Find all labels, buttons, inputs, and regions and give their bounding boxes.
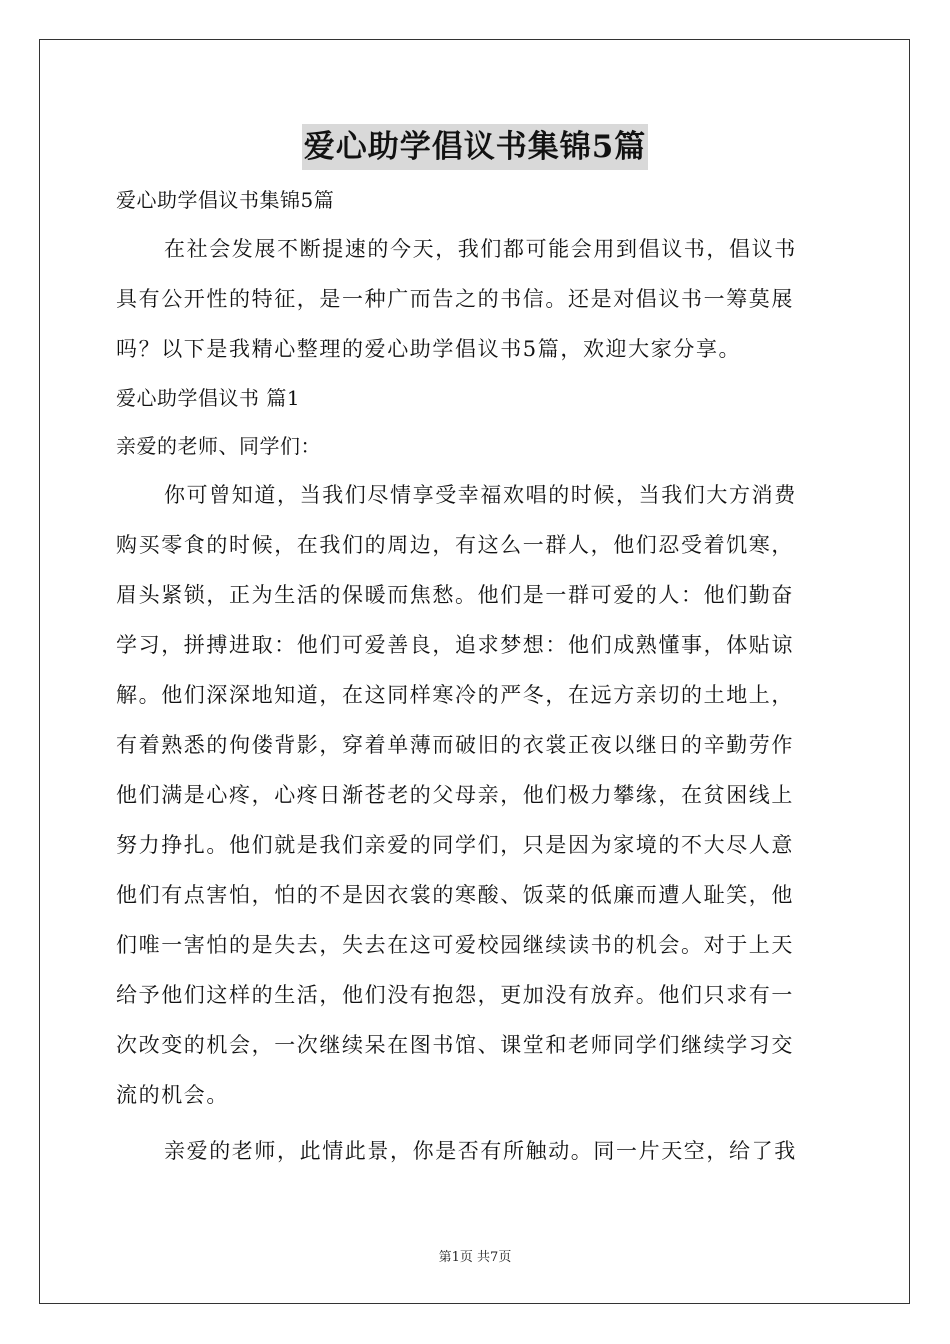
- paragraph-line: 次改变的机会，一次继续呆在图书馆、课堂和老师同学们继续学习交: [116, 1033, 794, 1057]
- subtitle-line: 爱心助学倡议书集锦5篇: [116, 188, 335, 212]
- document-body: [116, 176, 834, 1176]
- paragraph-line: 你可曾知道，当我们尽情享受幸福欢唱的时候，当我们大方消费: [164, 483, 797, 507]
- document-title: 爱心助学倡议书集锦5篇: [302, 124, 649, 170]
- paragraph-line: 学习，拼搏进取：他们可爱善良，追求梦想：他们成熟懂事，体贴谅: [116, 633, 794, 657]
- paragraph-line: 他们满是心疼，心疼日渐苍老的父母亲，他们极力攀缘，在贫困线上: [116, 783, 794, 807]
- paragraph-line: 他们有点害怕，怕的不是因衣裳的寒酸、饭菜的低廉而遭人耻笑，他: [116, 883, 794, 907]
- paragraph-line: 购买零食的时候，在我们的周边，有这么一群人，他们忍受着饥寒，: [116, 533, 794, 557]
- paragraph-line: 眉头紧锁，正为生活的保暖而焦愁。他们是一群可爱的人：他们勤奋: [116, 583, 794, 607]
- salutation-line: 亲爱的老师、同学们：: [116, 434, 321, 458]
- title-container: [0, 124, 950, 170]
- paragraph-line: 亲爱的老师，此情此景，你是否有所触动。同一片天空，给了我: [164, 1139, 797, 1163]
- paragraph-line: 努力挣扎。他们就是我们亲爱的同学们，只是因为家境的不大尽人意: [116, 833, 794, 857]
- paragraph-line: 具有公开性的特征，是一种广而告之的书信。还是对倡议书一筹莫展: [116, 287, 794, 311]
- paragraph-line: 流的机会。: [116, 1083, 229, 1107]
- paragraph-line: 在社会发展不断提速的今天，我们都可能会用到倡议书，倡议书: [164, 237, 797, 261]
- paragraph-line: 给予他们这样的生活，他们没有抱怨，更加没有放弃。他们只求有一: [116, 983, 794, 1007]
- paragraph-line: 们唯一害怕的是失去，失去在这可爱校园继续读书的机会。对于上天: [116, 933, 794, 957]
- page-footer: 第1页 共7页: [438, 1250, 512, 1265]
- paragraph-line: 吗？以下是我精心整理的爱心助学倡议书5篇，欢迎大家分享。: [116, 337, 742, 361]
- paragraph-line: 有着熟悉的佝偻背影，穿着单薄而破旧的衣裳正夜以继日的辛勤劳作: [116, 733, 794, 757]
- paragraph-line: 解。他们深深地知道，在这同样寒冷的严冬，在远方亲切的土地上，: [116, 683, 794, 707]
- section-heading: 爱心助学倡议书 篇1: [116, 386, 301, 410]
